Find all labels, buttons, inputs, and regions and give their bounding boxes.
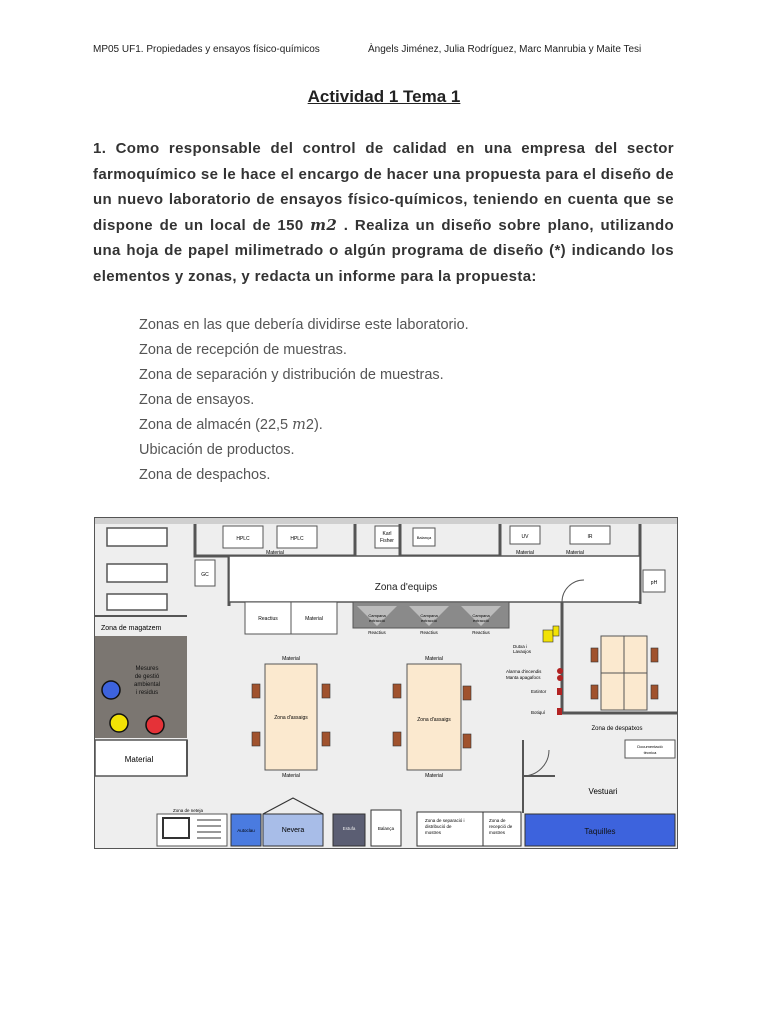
svg-text:tècnica: tècnica	[643, 750, 657, 755]
zona-equips-label: Zona d'equips	[374, 582, 438, 593]
svg-text:Lavaojos: Lavaojos	[513, 649, 532, 654]
svg-text:Dutxa i: Dutxa i	[513, 644, 528, 649]
list-item: Zona de almacén (22,5 m2).	[139, 417, 323, 433]
svg-text:Reactius: Reactius	[368, 630, 386, 635]
shelf	[107, 594, 167, 610]
svg-text:Material: Material	[305, 616, 323, 622]
shelf	[107, 564, 167, 582]
list-item: Zona de despachos.	[139, 467, 271, 483]
svg-text:GC: GC	[201, 572, 209, 578]
zona-equips-area	[229, 556, 640, 602]
page-title: Actividad 1 Tema 1	[307, 87, 461, 106]
svg-text:Extintor: Extintor	[531, 689, 547, 694]
svg-text:extracció: extracció	[472, 618, 490, 623]
svg-text:Reactius: Reactius	[472, 630, 490, 635]
svg-text:Botiquí: Botiquí	[531, 710, 546, 715]
svg-text:Material: Material	[425, 656, 443, 662]
zona-magatzem-label: Zona de magatzem	[101, 625, 162, 632]
svg-text:IR: IR	[587, 534, 593, 540]
svg-text:Material: Material	[282, 656, 300, 662]
svg-text:Zona de neteja: Zona de neteja	[173, 808, 204, 813]
svg-text:i residus: i residus	[135, 690, 159, 696]
svg-text:Material: Material	[425, 773, 443, 779]
list-item: Zona de ensayos.	[139, 392, 255, 408]
shelf	[107, 528, 167, 546]
svg-text:Material: Material	[516, 550, 534, 556]
svg-text:Zona de separació i: Zona de separació i	[425, 818, 465, 823]
list-item: Zona de recepción de muestras.	[139, 342, 347, 358]
waste-bin-yellow	[110, 714, 128, 732]
svg-text:Zona de: Zona de	[489, 818, 506, 823]
svg-text:HPLC: HPLC	[290, 536, 304, 542]
svg-text:ambiental: ambiental	[133, 682, 161, 688]
svg-text:Fisher: Fisher	[380, 538, 394, 544]
waste-bin-red	[146, 716, 164, 734]
svg-text:de gestió: de gestió	[134, 674, 160, 680]
svg-text:Reactius: Reactius	[258, 616, 278, 622]
first-aid-icon	[557, 708, 562, 715]
svg-text:Balança: Balança	[377, 826, 395, 831]
floor-plan-drawing	[95, 518, 677, 848]
extinguisher-icon	[557, 688, 562, 695]
question-paragraph	[93, 136, 674, 289]
karl-fisher-equipment	[375, 526, 399, 548]
shower-icon	[543, 630, 553, 642]
zona-despatxos-label: Zona de despatxos	[591, 726, 643, 732]
svg-text:mostres: mostres	[425, 830, 442, 835]
list-item: Zona de separación y distribución de muestras.	[139, 367, 444, 383]
alarm-icon	[557, 668, 563, 674]
question-text-start: 1. Como responsable del control de calidad en una empresa del sector farmoquímico se le hace el encargo de hacer una propuesta para el diseño de un nuevo laboratorio de ensayos físico-químicos, teniendo en cuenta que se dispone de un local de 150	[93, 140, 674, 234]
header-authors: Àngels Jiménez, Julia Rodríguez, Marc Manrubia y Maite Tesi	[368, 44, 642, 55]
svg-text:Zona d'assaigs: Zona d'assaigs	[274, 715, 308, 721]
svg-text:Campana: Campana	[420, 613, 438, 618]
top-wall	[95, 518, 677, 524]
svg-text:pH: pH	[650, 580, 658, 586]
list-item: Ubicación de productos.	[139, 442, 295, 458]
svg-text:extracció: extracció	[368, 618, 386, 623]
vestuari-label: Vestuari	[588, 787, 618, 796]
header-course: MP05 UF1. Propiedades y ensayos físico-químicos	[93, 44, 320, 55]
svg-text:Material: Material	[282, 773, 300, 779]
svg-text:Autoclau: Autoclau	[237, 828, 255, 833]
svg-text:Mesures: Mesures	[135, 666, 159, 672]
svg-text:HPLC: HPLC	[236, 536, 250, 542]
svg-text:Alarma d'incendis: Alarma d'incendis	[506, 669, 542, 674]
svg-text:Karl: Karl	[382, 531, 392, 537]
document-archive	[625, 740, 675, 758]
svg-text:extracció: extracció	[420, 618, 438, 623]
svg-text:Balança: Balança	[416, 535, 432, 540]
question-unit: m2	[310, 215, 338, 234]
question-text-end: . Realiza un diseño sobre plano, utilizando una hoja de papel milimetrado o algún programa de diseño (*) indicando los elementos y zonas, y redacta un informe para la propuesta:	[93, 216, 674, 285]
svg-text:Material: Material	[124, 755, 154, 764]
list-item: Zonas en las que debería dividirse este laboratorio.	[139, 317, 469, 333]
lab-floor-plan	[94, 517, 678, 849]
svg-text:mostres: mostres	[489, 830, 506, 835]
zones-list	[139, 313, 469, 488]
svg-text:Campana: Campana	[368, 613, 386, 618]
svg-text:Estufa: Estufa	[342, 826, 356, 831]
sink-icon	[163, 818, 189, 838]
svg-text:Nevera: Nevera	[281, 827, 305, 834]
svg-text:Zona d'assaigs: Zona d'assaigs	[417, 717, 451, 723]
svg-text:UV: UV	[521, 534, 529, 540]
svg-text:Documentació: Documentació	[637, 744, 663, 749]
svg-text:Material: Material	[566, 550, 584, 556]
svg-text:Material: Material	[266, 550, 284, 556]
svg-text:distribució de: distribució de	[425, 824, 452, 829]
waste-bin-blue	[102, 681, 120, 699]
svg-text:Campana: Campana	[472, 613, 490, 618]
svg-text:recepció de: recepció de	[489, 824, 513, 829]
svg-text:Taquilles: Taquilles	[584, 827, 616, 836]
svg-text:Reactius: Reactius	[420, 630, 438, 635]
svg-text:Manta apagafocs: Manta apagafocs	[506, 675, 541, 680]
